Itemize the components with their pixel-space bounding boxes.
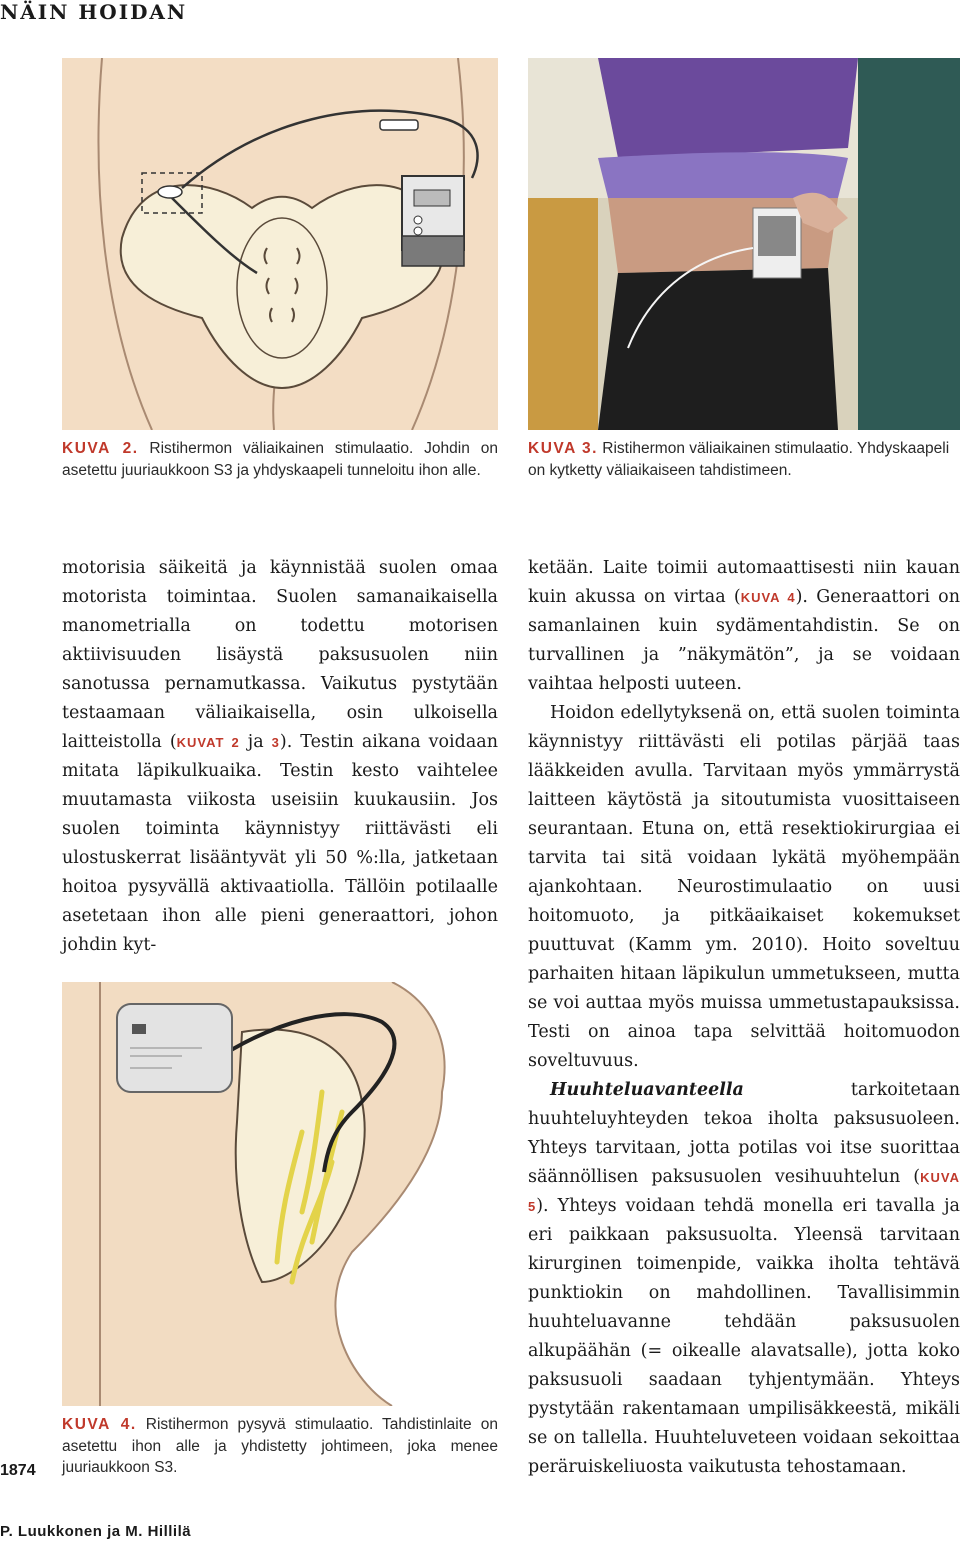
- figure-2-caption: [62, 438, 498, 481]
- left-text-part-3: ). Testin aikana voidaan mitata läpikulkuaika. Testin kesto vaihtelee muutamasta viikosta useisiin kuukausiin. Jos suolen toiminta käynnistyy riittävästi eli ulostuskerrat lisääntyvät yli 50 %:lla, jatketaan hoitoa pysyvällä aktivaatiolla. Tällöin potilaalle asetetaan ihon alle pieni generaattori, johon johdin kyt-: [62, 732, 498, 955]
- right-text-part-4: ). Yhteys voidaan tehdä monella eri tavalla ja eri paikkaan paksusuolta. Yleensä tarvitaan kirurginen toimenpide, vaikka iholta tehtävä punktiokin on mahdollinen. Tavallisimmin huuhteluavanne tehdään paksusuolen alkupäähän (= oikealle alavatsalle), jotta koko paksusuoli saadaan tyhjentymään. Yhteys pystytään rakentamaan umpilisäkkeestä, mikäli se on tallella. Huuhteluveteen voidaan sekoittaa peräruiskeliuosta vaikutusta tehostamaan.: [528, 1196, 960, 1477]
- left-text-part-2: ja: [239, 732, 272, 752]
- right-paragraph-1: [528, 554, 960, 699]
- figure-reference-kuvat-2: KUVAT 2: [176, 735, 240, 750]
- right-text-part-3: tarkoitetaan huuhteluyhteyden tekoa iholta paksusuoleen. Yhteys tarvitaan, jotta potilas voi itse suorittaa säännöllisen paksusuolen vesihuuhtelun (: [528, 1080, 960, 1187]
- figure-2-illustration: [62, 58, 498, 430]
- figure-3-caption: [528, 438, 960, 481]
- author-credit: P. Luukkonen ja M. Hillilä: [0, 1523, 192, 1540]
- left-column-text: [62, 554, 498, 960]
- right-paragraph-3: [528, 1076, 960, 1482]
- figure-2-caption-text: Ristihermon väliaikainen stimulaatio. Johdin on asetettu juuriaukkoon S3 ja yhdyskaapeli tunneloitu ihon alle.: [62, 440, 498, 479]
- right-paragraph-2: Hoidon edellytyksenä on, että suolen toiminta käynnistyy riittävästi eli potilas pärjää taas lääkkeiden avulla. Tarvitaan myös ymmärrystä laitteen käytöstä ja sitoutumista vuosittaiseen seurantaan. Etuna on, että resektiokirurgiaa ei tarvita tai sitä voidaan lykätä myöhempään ajankohtaan. Neurostimulaatio on uusi hoitomuoto, ja pitkäaikaiset kokemukset puuttuvat (Kamm ym. 2010). Hoito soveltuu parhaiten hitaan läpikulun ummetukseen, mutta se voi auttaa myös muissa ummetustapauksissa. Testi on ainoa tapa selvittää hoitomuodon soveltuvuus.: [528, 703, 960, 1071]
- figure-2-label: KUVA 2.: [62, 440, 139, 457]
- page-number: 1874: [0, 1462, 36, 1479]
- figure-3-caption-text: Ristihermon väliaikainen stimulaatio. Yhdyskaapeli on kytketty väliaikaiseen tahdistimeen.: [528, 440, 950, 479]
- figure-4-caption: [62, 1414, 498, 1479]
- figure-4-label: KUVA 4.: [62, 1416, 137, 1433]
- figure-4-illustration: [62, 982, 498, 1406]
- left-paragraph-1: [62, 554, 498, 960]
- left-text-part-1: motorisia säikeitä ja käynnistää suolen omaa motorista toimintaa. Suolen samanaikaisella manometrialla on todettu motorisen aktiivisuuden lisäystä paksusuolen niin sanotussa pernamutkassa. Vaikutus pystytään testaamaan väliaikaisella, osin ulkoisella laitteistolla (: [62, 558, 498, 752]
- figure-reference-kuva-4: KUVA 4: [740, 590, 796, 605]
- right-column-text: [528, 554, 960, 1482]
- section-title: NÄIN HOIDAN: [0, 0, 188, 24]
- right-text-part-1: ketään. Laite toimii automaattisesti niin kauan kuin akussa on virtaa (: [528, 558, 960, 607]
- figure-reference-kuva-5: KUVA 5: [528, 1170, 960, 1214]
- right-text-part-2: ). Generaattori on samanlainen kuin sydämentahdistin. Se on turvallinen ja ”näkymätön”, ja se voidaan vaihtaa helposti uuteen.: [528, 587, 960, 694]
- figure-reference-3: 3: [271, 735, 280, 750]
- figure-3-label: KUVA 3.: [528, 440, 598, 457]
- figure-4-caption-text: Ristihermon pysyvä stimulaatio. Tahdistinlaite on asetettu ihon alle ja yhdistetty johtimeen, joka menee juuriaukkoon S3.: [62, 1416, 498, 1476]
- figure-3-photo: [528, 58, 960, 430]
- term-huuhteluavanne: Huuhteluavanteella: [550, 1080, 744, 1100]
